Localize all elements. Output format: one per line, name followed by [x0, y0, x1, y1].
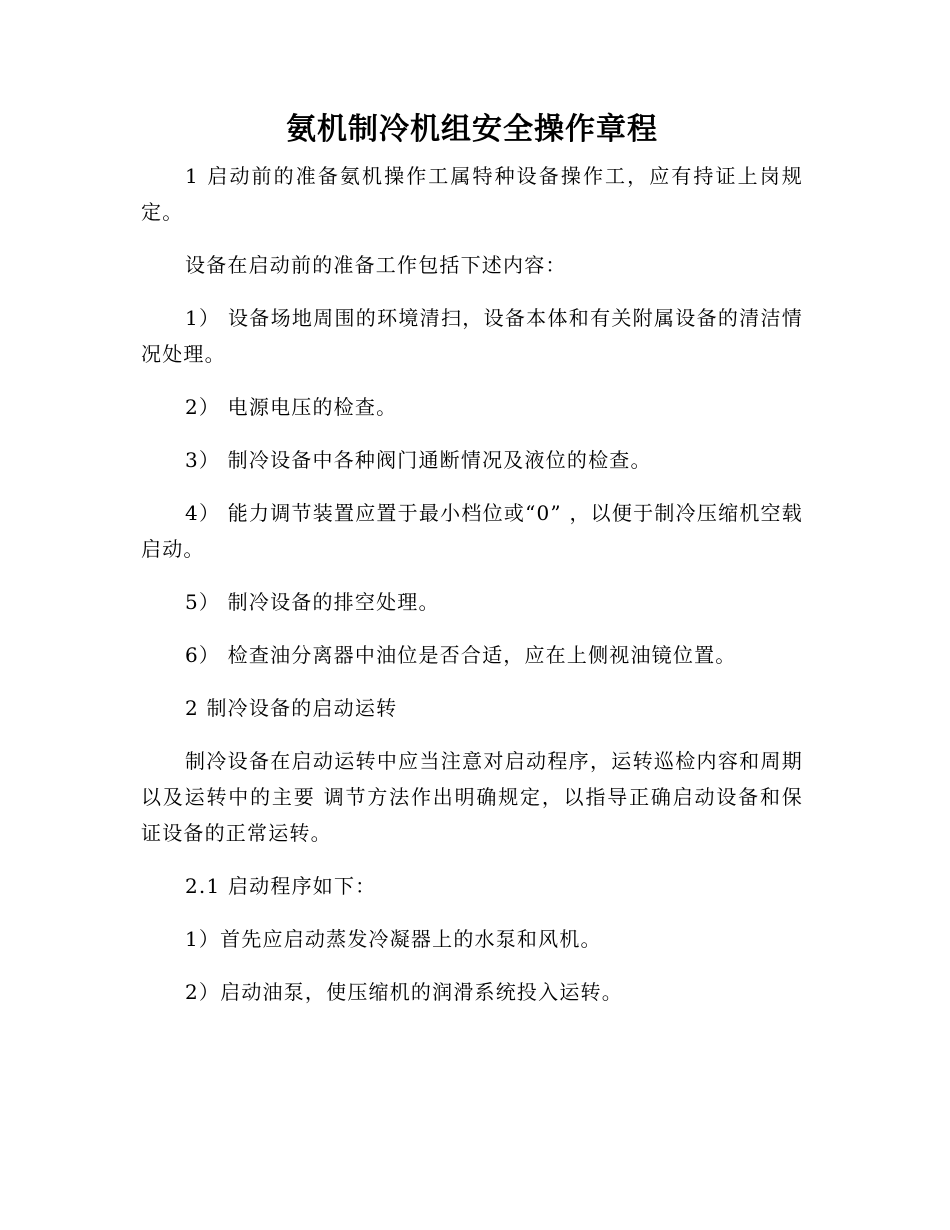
- paragraph-item-4: 4） 能力调节装置应置于最小档位或“0” ，以便于制冷压缩机空载启动。: [141, 501, 803, 561]
- paragraph-preparation-intro: 设备在启动前的准备工作包括下述内容：: [185, 253, 567, 277]
- document-body: [141, 108, 803, 1027]
- subsection-heading-startup-procedure: 2.1 启动程序如下：: [185, 874, 377, 898]
- document-title: 氨机制冷机组安全操作章程: [286, 112, 658, 147]
- paragraph-procedure-step-2: 2）启动油泵，使压缩机的润滑系统投入运转。: [185, 980, 623, 1004]
- paragraph-startup-operation: 制冷设备在启动运转中应当注意对启动程序，运转巡检内容和周期以及运转中的主要 调节方法作出明确规定，以指导正确启动设备和保证设备的正常运转。: [141, 749, 803, 845]
- paragraph-item-1: 1） 设备场地周围的环境清扫，设备本体和有关附属设备的清洁情况处理。: [141, 306, 803, 366]
- paragraph-item-2: 2） 电源电压的检查。: [185, 395, 398, 419]
- paragraph-item-5: 5） 制冷设备的排空处理。: [185, 590, 440, 614]
- section-heading-startup-operation: 2 制冷设备的启动运转: [185, 696, 398, 720]
- paragraph-procedure-step-1: 1）首先应启动蒸发冷凝器上的水泵和风机。: [185, 927, 602, 951]
- paragraph-startup-preparation: 1 启动前的准备氨机操作工属特种设备操作工，应有持证上岗规定。: [141, 164, 803, 224]
- paragraph-item-6: 6） 检查油分离器中油位是否合适，应在上侧视油镜位置。: [185, 643, 737, 667]
- paragraph-item-3: 3） 制冷设备中各种阀门通断情况及液位的检查。: [185, 448, 652, 472]
